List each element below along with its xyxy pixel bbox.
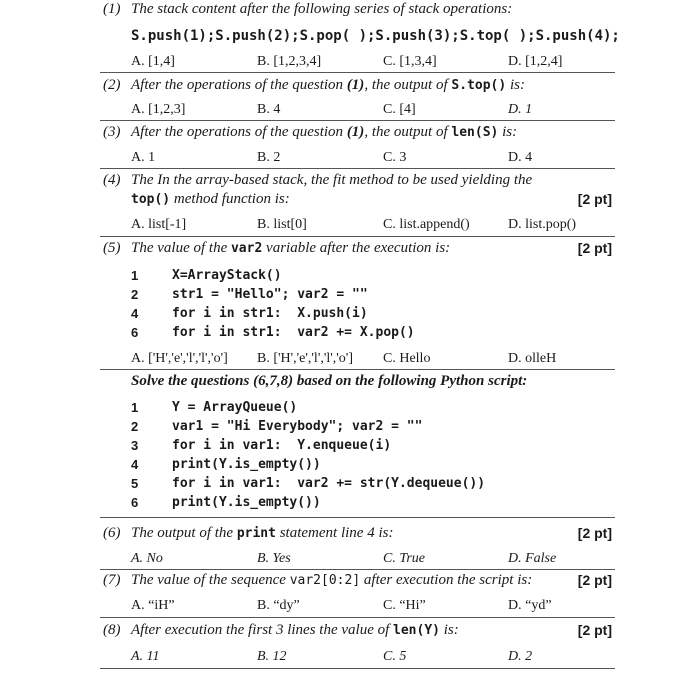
code-text: for i in str1: X.push(i) (172, 306, 368, 321)
q7-number: (7) (103, 572, 121, 588)
q4-text-line1: The In the array-based stack, the fit method to be used yielding the (131, 172, 533, 188)
code-text: for i in var1: var2 += str(Y.dequeue()) (172, 476, 486, 491)
q6-option-d: D. False (508, 551, 557, 566)
q5-option-a: A. ['H','e','l','l','o'] (131, 351, 228, 366)
q1-option-b: B. [1,2,3,4] (257, 54, 322, 69)
divider (100, 369, 615, 370)
q8-option-c: C. 5 (383, 649, 407, 664)
q8-points: [2 pt] (577, 622, 612, 638)
code-text: print(Y.is_empty()) (172, 495, 321, 510)
q6-text: The output of the print statement line 4 is: (131, 525, 394, 541)
q1-option-d: D. [1,2,4] (508, 54, 563, 69)
q4-number: (4) (103, 172, 121, 188)
q7-option-d: D. “yd” (508, 598, 552, 613)
q2-option-d: D. 1 (508, 102, 533, 117)
q2-option-a: A. [1,2,3] (131, 102, 186, 117)
q7-text: The value of the sequence var2[0:2] after execution the script is: (131, 572, 533, 588)
q1-text: The stack content after the following series of stack operations: (131, 1, 513, 17)
q5-option-c: C. Hello (383, 351, 431, 366)
q8-number: (8) (103, 622, 121, 638)
q3-number: (3) (103, 124, 121, 140)
code-text: var1 = "Hi Everybody"; var2 = "" (172, 419, 423, 434)
q4-option-d: D. list.pop() (508, 217, 577, 232)
q8-text: After execution the first 3 lines the value of len(Y) is: (131, 622, 459, 638)
divider (100, 668, 615, 669)
q8-option-a: A. 11 (131, 649, 160, 664)
q8-option-d: D. 2 (508, 649, 533, 664)
q3-option-a: A. 1 (131, 150, 156, 165)
code-text: for i in str1: var2 += X.pop() (172, 325, 415, 340)
q5-option-d: D. olleH (508, 351, 557, 366)
q3-option-b: B. 2 (257, 150, 281, 165)
q1-code: S.push(1);S.push(2);S.pop( );S.push(3);S.top( );S.push(4); (131, 28, 620, 44)
q4-points: [2 pt] (577, 191, 612, 207)
divider (100, 517, 615, 518)
q4-text-line2: top() method function is: (131, 191, 290, 207)
q5-number: (5) (103, 240, 121, 256)
q6-option-b: B. Yes (257, 551, 291, 566)
q4-option-a: A. list[-1] (131, 217, 187, 232)
q1-number: (1) (103, 1, 121, 17)
code-text: Y = ArrayQueue() (172, 400, 298, 415)
q7-option-b: B. “dy” (257, 598, 300, 613)
code-text: print(Y.is_empty()) (172, 457, 321, 472)
q5-points: [2 pt] (577, 240, 612, 256)
code-text: for i in var1: Y.enqueue(i) (172, 438, 392, 453)
q6-option-c: C. True (383, 551, 426, 566)
q2-number: (2) (103, 77, 121, 93)
q8-option-b: B. 12 (257, 649, 287, 664)
section-heading: Solve the questions (6,7,8) based on the following Python script: (131, 373, 528, 389)
q5-text: The value of the var2 variable after the execution is: (131, 240, 451, 256)
q7-option-c: C. “Hi” (383, 598, 426, 613)
divider (100, 168, 615, 169)
code-text: str1 = "Hello"; var2 = "" (172, 287, 368, 302)
code-text: X=ArrayStack() (172, 268, 282, 283)
q2-option-c: C. [4] (383, 102, 416, 117)
q6-option-a: A. No (131, 551, 163, 566)
divider (100, 72, 615, 73)
q4-option-b: B. list[0] (257, 217, 307, 232)
q7-points: [2 pt] (577, 572, 612, 588)
q4-option-c: C. list.append() (383, 217, 470, 232)
exam-page: (1) The stack content after the following series of stack operations: S.push(1);S.push(2);S.pop( );S.push(3);S.top( );S.push(4); A. [1,4] B. [1,2,3,4] C. [1,3,4] D. [1,2,4] (2) After the operations of the question (1), the output of S.top() is: A. [1,2,3] B. 4 C. [4] D. 1 (3) After the operations of the question (1), the output of len(S) is: A. 1 B. 2 C. 3 D. 4 (4) The In the array-based stack, the fit method to be used yielding the top() method function is: [2 pt] A. list[-1] B. list[0] C. list.append() D. list.pop() (5) The value of the var2 variable after the execution is: [2 pt] 1 X=ArrayStack() 2 str1 = "Hello"; var2 = "" 4 for i in str1: X.push(i) 6 for i in str1: var2 += X.pop() A. ['H','e','l','l','o'] B. ['H','e','l','l','o'] C. Hello D. olleH Solve the questions (6,7,8) based on the following Python script: 1 Y = ArrayQueue() 2 var1 = "Hi Everybody"; var2 = "" 3 for i in var1: Y.enqueue(i) 4 print(Y.is_empty()) 5 for i in var1: var2 += str(Y.dequeue()) 6 print(Y.is_empty()) (6) The output of the print statement line 4 is: [2 pt] A. No B. Yes C. True D. False (7) The value of the sequence var2[0:2] after execution the script is: [2 pt] A. “iH” B. “dy” C. “Hi” D. “yd” (8) After execution the first 3 lines the value of len(Y) is: [2 pt] A. 11 B. 12 C. 5 D. 2 (0, 0, 700, 694)
q2-option-b: B. 4 (257, 102, 281, 117)
q1-option-c: C. [1,3,4] (383, 54, 437, 69)
divider (100, 569, 615, 570)
q6-points: [2 pt] (577, 525, 612, 541)
q3-option-c: C. 3 (383, 150, 407, 165)
q6-number: (6) (103, 525, 121, 541)
q5-option-b: B. ['H','e','l','l','o'] (257, 351, 353, 366)
q3-option-d: D. 4 (508, 150, 533, 165)
divider (100, 236, 615, 237)
q7-option-a: A. “iH” (131, 598, 175, 613)
q1-option-a: A. [1,4] (131, 54, 175, 69)
divider (100, 617, 615, 618)
divider (100, 120, 615, 121)
q3-text: After the operations of the question (1), the output of len(S) is: (131, 124, 518, 140)
q2-text: After the operations of the question (1), the output of S.top() is: (131, 77, 525, 93)
